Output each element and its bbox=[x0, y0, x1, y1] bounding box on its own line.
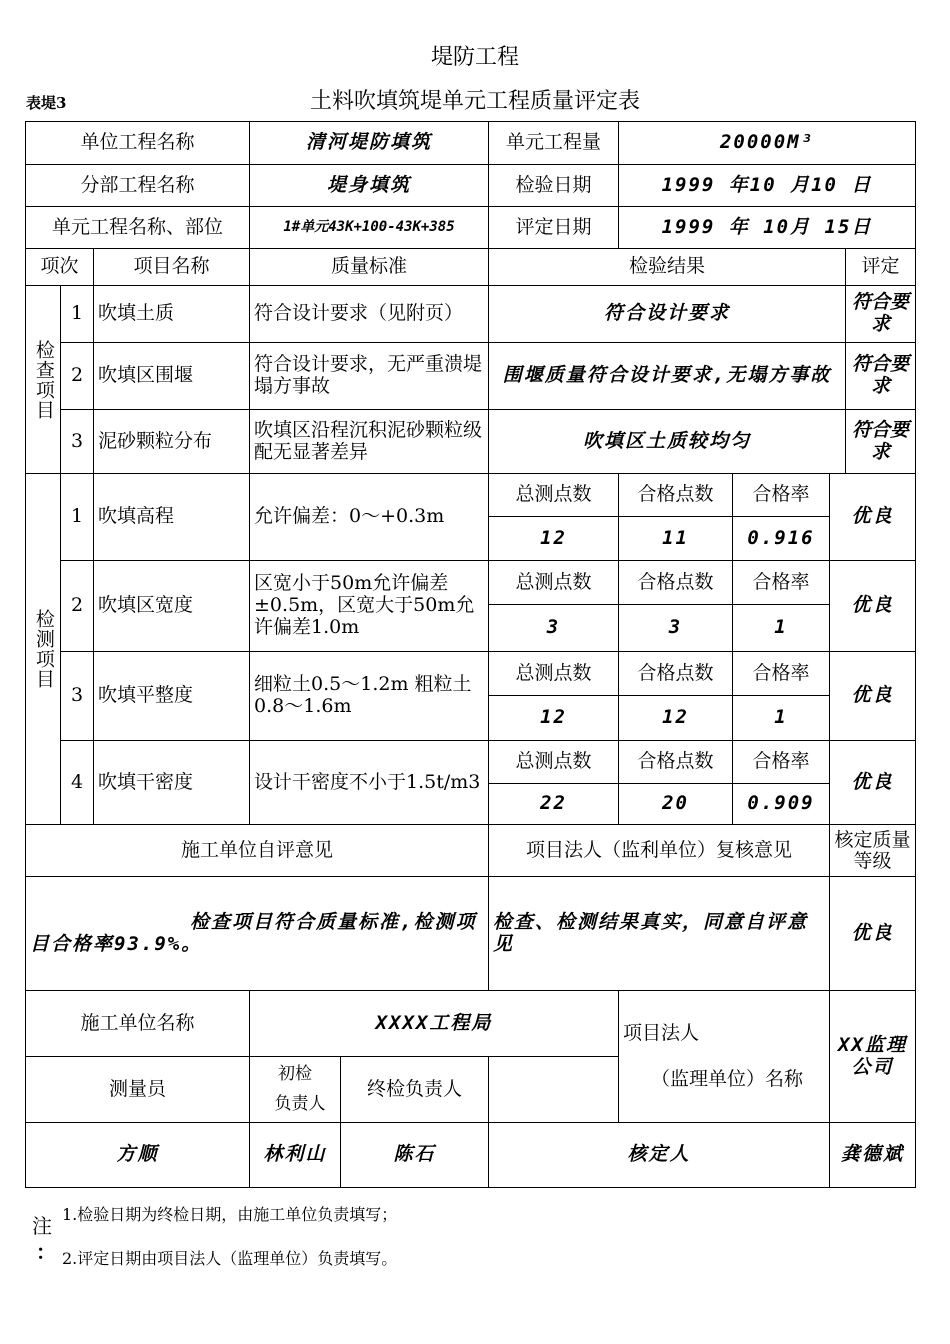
measure-item-no: 3 bbox=[61, 652, 94, 741]
review-label: 项目法人（监利单位）复核意见 bbox=[489, 825, 830, 877]
subheader-total: 总测点数 bbox=[489, 561, 619, 605]
measure-rate: 1 bbox=[733, 605, 830, 652]
measure-total: 3 bbox=[489, 605, 619, 652]
inspect-date-label: 检验日期 bbox=[489, 165, 619, 207]
subheader-rate: 合格率 bbox=[733, 474, 830, 517]
measure-item-name: 吹填高程 bbox=[94, 474, 250, 561]
element-name-value: 1#单元43K+100-43K+385 bbox=[250, 207, 489, 249]
check-item-result: 符合设计要求 bbox=[489, 286, 846, 343]
check-item-result: 围堰质量符合设计要求,无塌方事故 bbox=[489, 343, 846, 410]
col-result: 检验结果 bbox=[489, 249, 846, 286]
element-quantity-value: 20000M³ bbox=[619, 122, 916, 165]
owner-label-line2: （监理单位）名称 bbox=[651, 1067, 804, 1090]
grade-value: 优良 bbox=[830, 877, 916, 991]
measure-total: 12 bbox=[489, 696, 619, 741]
check-item-standard: 吹填区沿程沉积泥砂颗粒级配无显著差异 bbox=[250, 410, 489, 474]
check-item-standard: 符合设计要求（见附页） bbox=[250, 286, 489, 343]
division-label: 分部工程名称 bbox=[26, 165, 250, 207]
measure-qualified: 20 bbox=[619, 784, 733, 825]
measure-group-label: 检测项目 bbox=[26, 474, 61, 825]
measure-item-standard: 允许偏差：0～+0.3m bbox=[250, 474, 489, 561]
element-name-label: 单元工程名称、部位 bbox=[26, 207, 250, 249]
division-value: 堤身填筑 bbox=[250, 165, 489, 207]
surveyor-label: 测量员 bbox=[26, 1057, 250, 1123]
table-tag: 表堤3 bbox=[26, 94, 67, 112]
measure-item-rating: 优良 bbox=[830, 561, 916, 652]
review-text: 检查、检测结果真实，同意自评意见 bbox=[489, 877, 830, 991]
subheader-rate: 合格率 bbox=[733, 741, 830, 784]
inspect-date-value: 1999 年10 月10 日 bbox=[619, 165, 916, 207]
measure-item-rating: 优良 bbox=[830, 474, 916, 561]
check-item-rating: 符合要求 bbox=[846, 286, 916, 343]
subheader-qualified: 合格点数 bbox=[619, 652, 733, 696]
check-item-no: 2 bbox=[61, 343, 94, 410]
check-item-no: 3 bbox=[61, 410, 94, 474]
measure-item-no: 4 bbox=[61, 741, 94, 825]
measure-rate: 0.909 bbox=[733, 784, 830, 825]
contractor-value: XXXX工程局 bbox=[250, 991, 619, 1057]
check-item-name: 泥砂颗粒分布 bbox=[94, 410, 250, 474]
measure-rate: 0.916 bbox=[733, 517, 830, 561]
measure-total: 12 bbox=[489, 517, 619, 561]
col-standard: 质量标准 bbox=[250, 249, 489, 286]
element-quantity-label: 单元工程量 bbox=[489, 122, 619, 165]
final-value: 陈石 bbox=[393, 1143, 436, 1166]
measure-qualified: 11 bbox=[619, 517, 733, 561]
subheader-total: 总测点数 bbox=[489, 741, 619, 784]
approver-value: 龚德斌 bbox=[830, 1123, 916, 1188]
unit-project-value: 清河堤防填筑 bbox=[250, 122, 489, 165]
measure-item-rating: 优良 bbox=[830, 652, 916, 741]
check-group-label: 检查项目 bbox=[26, 286, 61, 474]
note-line-1: 1.检验日期为终检日期，由施工单位负责填写； bbox=[62, 1205, 398, 1224]
check-item-name: 吹填土质 bbox=[94, 286, 250, 343]
subheader-rate: 合格率 bbox=[733, 561, 830, 605]
note-line-2: 2.评定日期由项目法人（监理单位）负责填写。 bbox=[62, 1249, 398, 1268]
measure-item-rating: 优良 bbox=[830, 741, 916, 825]
col-item-name: 项目名称 bbox=[94, 249, 250, 286]
eval-date-value: 1999 年 10月 15日 bbox=[619, 207, 916, 249]
final-label: 终检负责人 bbox=[367, 1077, 463, 1100]
initial-final-cell bbox=[250, 1057, 489, 1123]
self-eval-text: 检查项目符合质量标准,检测项目合格率93.9%。 bbox=[26, 877, 489, 991]
initial-final-values bbox=[250, 1123, 489, 1188]
subheader-rate: 合格率 bbox=[733, 652, 830, 696]
subheader-qualified: 合格点数 bbox=[619, 474, 733, 517]
subheader-qualified: 合格点数 bbox=[619, 741, 733, 784]
notes-label: 注 bbox=[32, 1214, 52, 1238]
check-item-no: 1 bbox=[61, 286, 94, 343]
initial-value: 林利山 bbox=[250, 1123, 341, 1187]
measure-item-no: 2 bbox=[61, 561, 94, 652]
measure-rate: 1 bbox=[733, 696, 830, 741]
measure-qualified: 3 bbox=[619, 605, 733, 652]
self-eval-label: 施工单位自评意见 bbox=[26, 825, 489, 877]
initial-label-line1: 初检 bbox=[278, 1063, 313, 1084]
owner-label bbox=[619, 991, 830, 1123]
grade-label: 核定质量等级 bbox=[830, 825, 916, 877]
measure-item-name: 吹填干密度 bbox=[94, 741, 250, 825]
surveyor-value: 方顺 bbox=[26, 1123, 250, 1188]
measure-total: 22 bbox=[489, 784, 619, 825]
measure-item-name: 吹填平整度 bbox=[94, 652, 250, 741]
measure-item-no: 1 bbox=[61, 474, 94, 561]
measure-item-standard: 细粒土0.5～1.2m 粗粒土0.8～1.6m bbox=[250, 652, 489, 741]
unit-project-label: 单位工程名称 bbox=[26, 122, 250, 165]
subheader-total: 总测点数 bbox=[489, 474, 619, 517]
contractor-label: 施工单位名称 bbox=[26, 991, 250, 1057]
form-title: 土料吹填筑堤单元工程质量评定表 bbox=[309, 89, 640, 114]
notes-colon: ： bbox=[36, 1240, 56, 1264]
quality-evaluation-table bbox=[25, 121, 916, 1188]
subheader-qualified: 合格点数 bbox=[619, 561, 733, 605]
approver-label: 核定人 bbox=[489, 1123, 830, 1188]
check-item-standard: 符合设计要求，无严重溃堤塌方事故 bbox=[250, 343, 489, 410]
check-item-rating: 符合要求 bbox=[846, 343, 916, 410]
check-item-result: 吹填区土质较均匀 bbox=[489, 410, 846, 474]
document-title: 堤防工程 bbox=[430, 45, 519, 70]
subheader-total: 总测点数 bbox=[489, 652, 619, 696]
check-item-rating: 符合要求 bbox=[846, 410, 916, 474]
check-item-name: 吹填区围堰 bbox=[94, 343, 250, 410]
measure-item-name: 吹填区宽度 bbox=[94, 561, 250, 652]
col-rating: 评定 bbox=[846, 249, 916, 286]
owner-value: XX监理公司 bbox=[830, 991, 916, 1123]
measure-qualified: 12 bbox=[619, 696, 733, 741]
col-item-no: 项次 bbox=[26, 249, 94, 286]
owner-label-line1: 项目法人 bbox=[623, 1021, 700, 1044]
initial-label-line2: 负责人 bbox=[274, 1093, 326, 1114]
eval-date-label: 评定日期 bbox=[489, 207, 619, 249]
measure-item-standard: 区宽小于50m允许偏差±0.5m，区宽大于50m允许偏差1.0m bbox=[250, 561, 489, 652]
measure-item-standard: 设计干密度不小于1.5t/m3 bbox=[250, 741, 489, 825]
